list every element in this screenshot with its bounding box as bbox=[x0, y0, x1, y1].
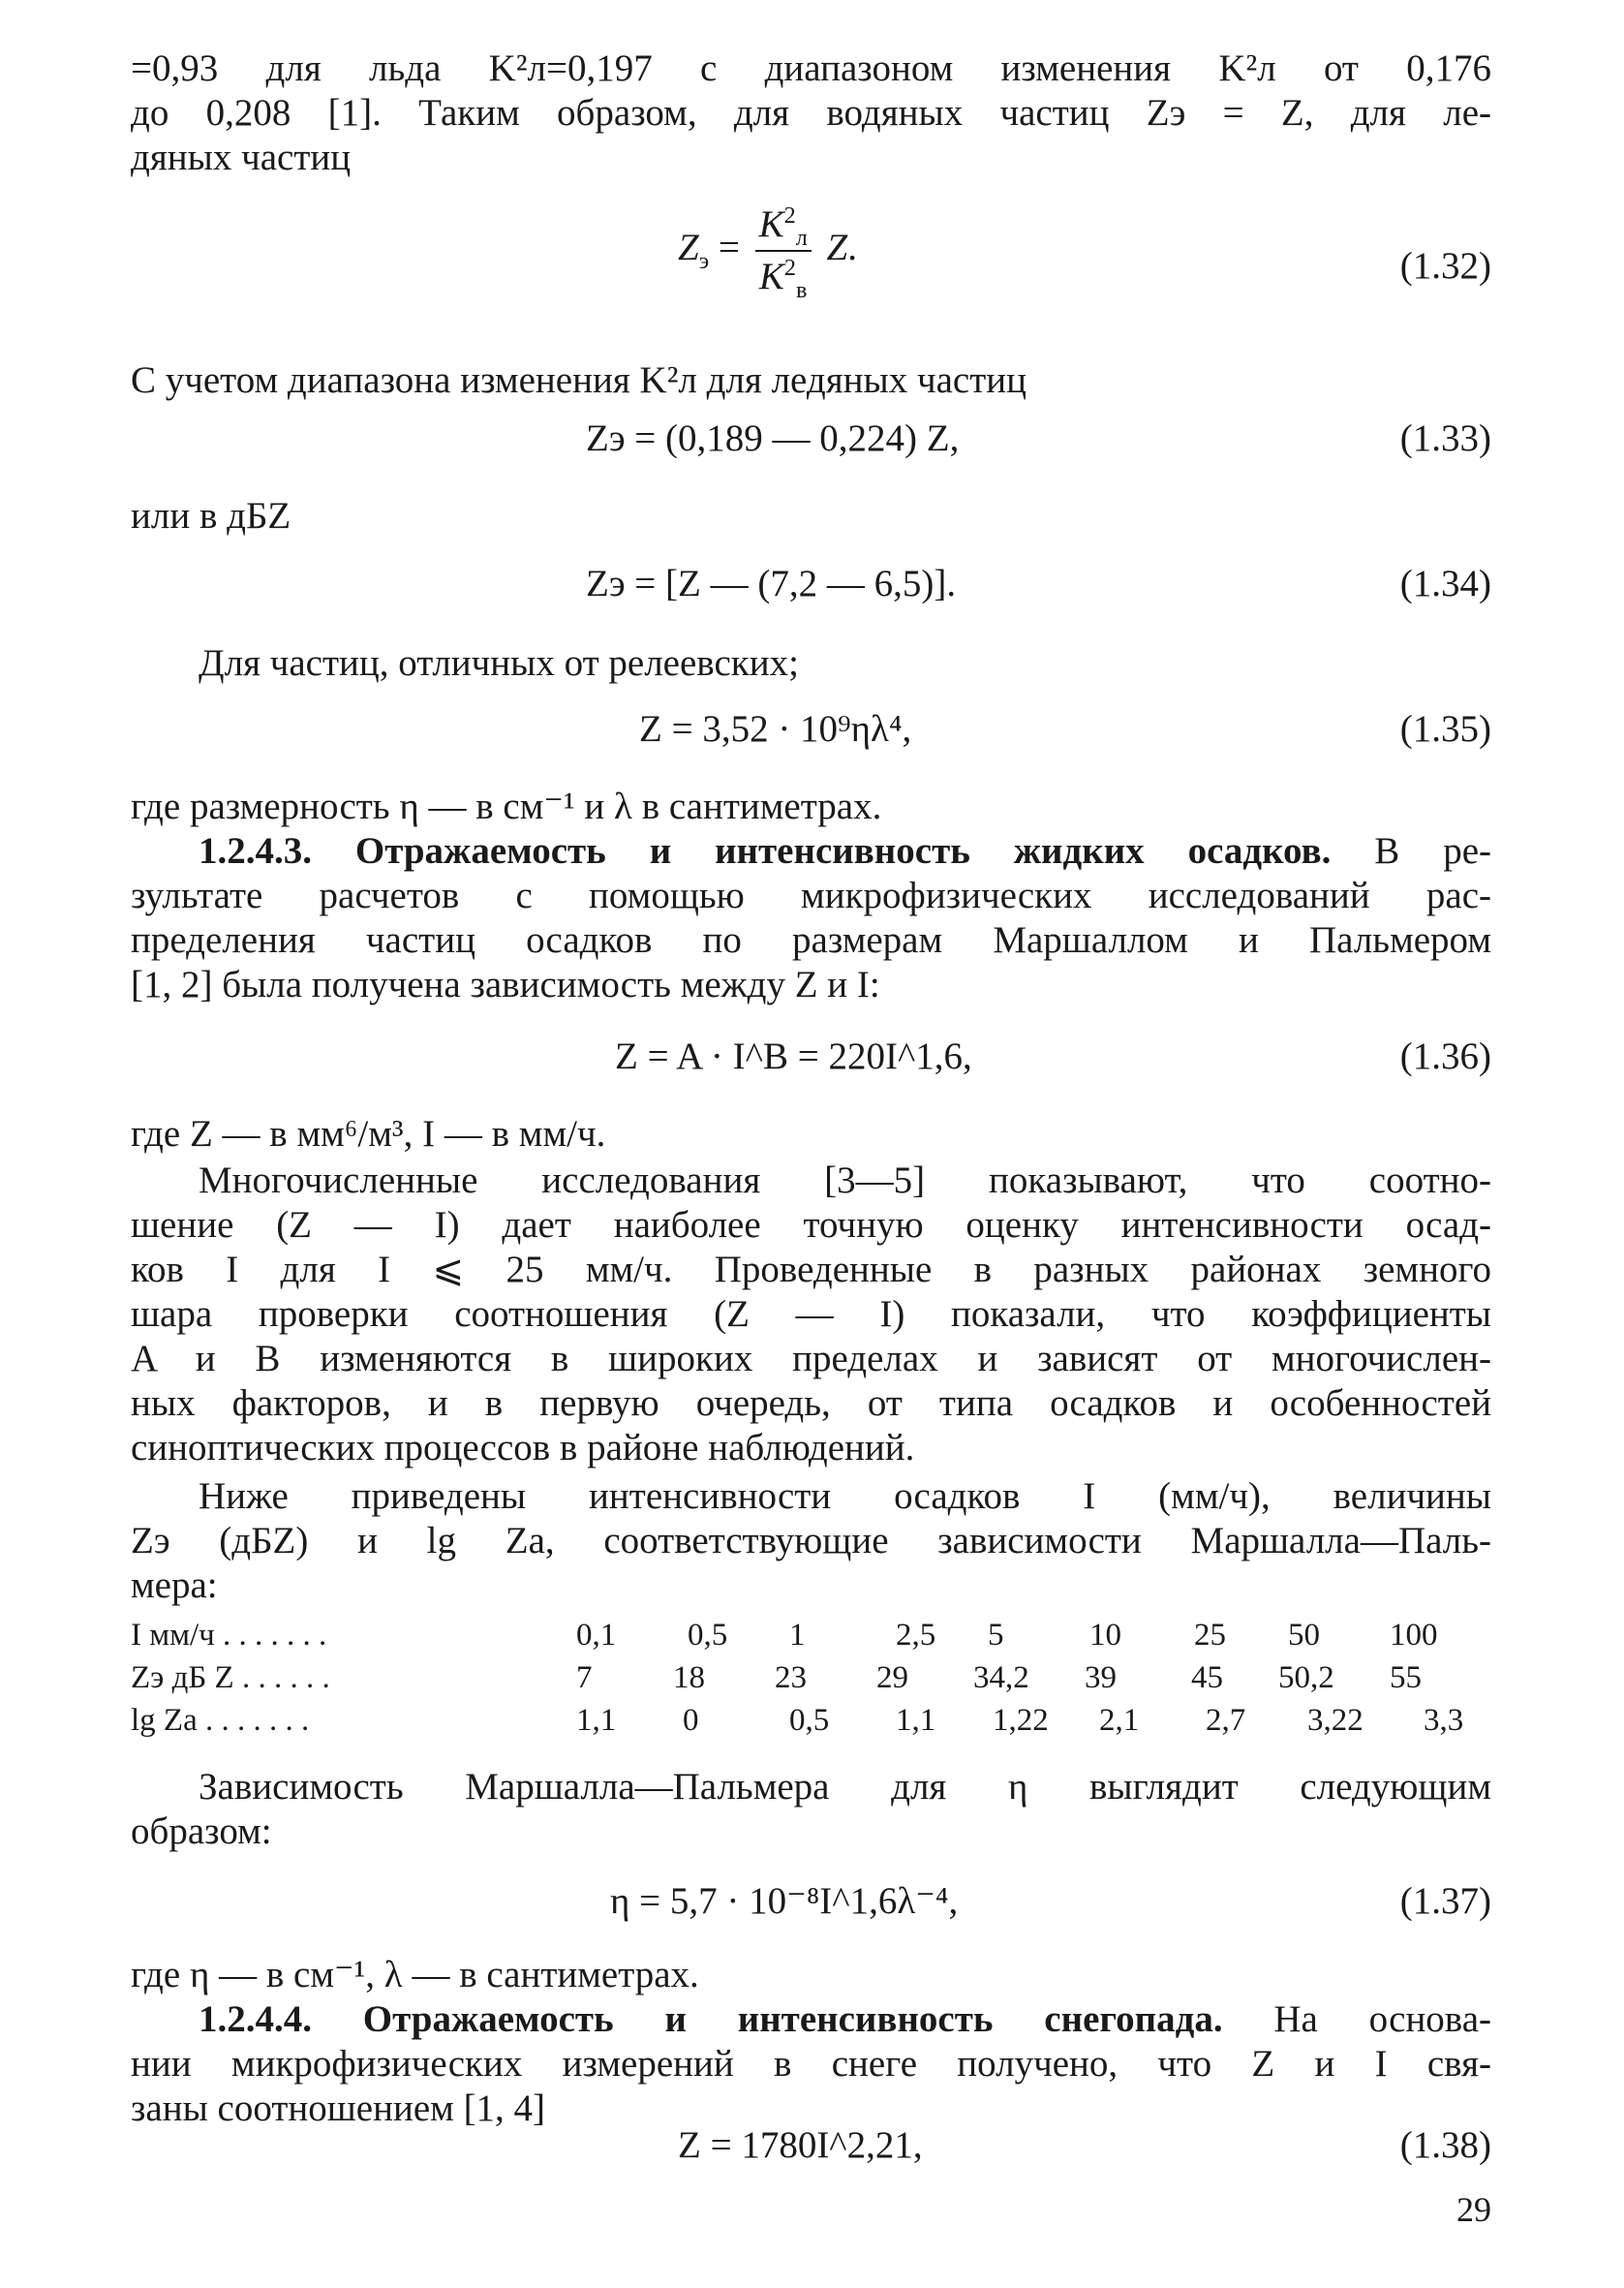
text-line: С учетом диапазона изменения K²л для ледяных частиц bbox=[131, 359, 1026, 401]
text-line: мера: bbox=[131, 1564, 218, 1606]
table-cell: 1 bbox=[789, 1618, 806, 1653]
equation-1-34 bbox=[131, 560, 1491, 618]
text-line: нии микрофизических измерений в снеге получено, что Z и I свя- bbox=[131, 2043, 1491, 2085]
table-cell: 1,22 bbox=[993, 1703, 1049, 1738]
data-table bbox=[131, 1618, 1491, 1746]
text-line: =0,93 для льда K²л=0,197 с диапазоном изменения K²л от 0,176 bbox=[131, 47, 1491, 89]
equation-1-36 bbox=[131, 1033, 1491, 1091]
equation-body: Z = 3,52 · 10⁹ηλ⁴, bbox=[639, 708, 912, 750]
equation-body: $Z_э$ = $\frac{K^2_л}{K^2_в}$ Z. bbox=[678, 202, 857, 303]
equation-number: (1.37) bbox=[1399, 1880, 1491, 1922]
equation-number: (1.33) bbox=[1399, 417, 1491, 459]
equation-body: Zэ = [Z — (7,2 — 6,5)]. bbox=[586, 563, 957, 604]
table-cell: 50,2 bbox=[1278, 1660, 1334, 1695]
table-cell: 0,5 bbox=[688, 1618, 728, 1653]
text-line: синоптических процессов в районе наблюдений. bbox=[131, 1427, 915, 1469]
table-row bbox=[131, 1660, 1491, 1703]
section-heading-line bbox=[199, 1997, 1491, 2042]
table-cell: 2,5 bbox=[896, 1618, 936, 1653]
text-line: Многочисленные исследования [3—5] показывают, что соотно- bbox=[199, 1159, 1491, 1201]
table-row bbox=[131, 1703, 1491, 1746]
equation-body: Z = 1780I^2,21, bbox=[678, 2124, 923, 2166]
table-cell: 55 bbox=[1390, 1660, 1422, 1695]
equation-number: (1.32) bbox=[1399, 245, 1491, 287]
table-cell: 3,22 bbox=[1307, 1703, 1364, 1738]
equation-1-38 bbox=[131, 2121, 1491, 2180]
table-cell: 0,1 bbox=[576, 1618, 617, 1653]
section-heading-line bbox=[199, 829, 1491, 874]
text-line: шара проверки соотношения (Z — I) показали, что коэффициенты bbox=[131, 1293, 1491, 1335]
equation-1-37 bbox=[131, 1877, 1491, 1935]
text-line: шение (Z — I) дает наиболее точную оценку интенсивности осад- bbox=[131, 1204, 1491, 1246]
text-line: образом: bbox=[131, 1810, 272, 1852]
table-cell: 29 bbox=[876, 1660, 908, 1695]
table-cell: 3,3 bbox=[1424, 1703, 1464, 1738]
equation-number: (1.35) bbox=[1399, 708, 1491, 750]
text-line: до 0,208 [1]. Таким образом, для водяных частиц Zэ = Z, для ле- bbox=[131, 92, 1491, 134]
table-cell: 50 bbox=[1288, 1618, 1320, 1653]
table-cell: 1,1 bbox=[576, 1703, 617, 1738]
text-line: зультате расчетов с помощью микрофизических исследований рас- bbox=[131, 875, 1491, 916]
section-heading: 1.2.4.3. Отражаемость и интенсивность жидких осадков. bbox=[199, 830, 1332, 872]
table-cell: 25 bbox=[1194, 1618, 1226, 1653]
text-line: Зависимость Маршалла—Пальмера для η выглядит следующим bbox=[199, 1766, 1491, 1808]
table-cell: 0,5 bbox=[789, 1703, 830, 1738]
table-cell: 45 bbox=[1191, 1660, 1223, 1695]
table-cell: 34,2 bbox=[973, 1660, 1029, 1695]
text-line: где размерность η — в см⁻¹ и λ в сантиметрах. bbox=[131, 786, 882, 827]
page-number: 29 bbox=[1456, 2190, 1491, 2229]
equation-body: Zэ = (0,189 — 0,224) Z, bbox=[586, 417, 960, 459]
equation-1-33 bbox=[131, 415, 1491, 473]
table-cell: 2,7 bbox=[1206, 1703, 1246, 1738]
row-label: lg Za . . . . . . . bbox=[131, 1703, 310, 1738]
equation-body: η = 5,7 · 10⁻⁸I^1,6λ⁻⁴, bbox=[610, 1880, 959, 1922]
text-line: пределения частиц осадков по размерам Маршаллом и Пальмером bbox=[131, 919, 1491, 961]
equation-body: Z = A · I^B = 220I^1,6, bbox=[615, 1036, 972, 1077]
text-line: Ниже приведены интенсивности осадков I (мм/ч), величины bbox=[199, 1475, 1491, 1517]
text-line: или в дБZ bbox=[131, 495, 291, 537]
table-cell: 0 bbox=[683, 1703, 699, 1738]
text-line: Zэ (дБZ) и lg Za, соответствующие зависимости Маршалла—Паль- bbox=[131, 1520, 1491, 1561]
table-cell: 39 bbox=[1085, 1660, 1117, 1695]
table-cell: 7 bbox=[576, 1660, 593, 1695]
equation-1-32 bbox=[131, 202, 1491, 303]
table-cell: 100 bbox=[1390, 1618, 1438, 1653]
equation-number: (1.36) bbox=[1399, 1036, 1491, 1077]
text-line: ных факторов, и в первую очередь, от типа осадков и особенностей bbox=[131, 1382, 1491, 1424]
text-line: дяных частиц bbox=[131, 137, 352, 178]
text-line: заны соотношением [1, 4] bbox=[131, 2087, 546, 2129]
text-fragment: В ре- bbox=[1374, 830, 1492, 872]
text-line: где η — в см⁻¹, λ — в сантиметрах. bbox=[131, 1954, 699, 1995]
text-line: [1, 2] была получена зависимость между Z и I: bbox=[131, 964, 880, 1005]
table-row bbox=[131, 1618, 1491, 1660]
row-label: I мм/ч . . . . . . . bbox=[131, 1618, 327, 1653]
equation-number: (1.34) bbox=[1399, 563, 1491, 604]
text-fragment: На основа- bbox=[1273, 1998, 1492, 2040]
text-line: ков I для I ⩽ 25 мм/ч. Проведенные в разных районах земного bbox=[131, 1249, 1491, 1290]
equation-number: (1.38) bbox=[1399, 2124, 1491, 2166]
text-line: Для частиц, отличных от релеевских; bbox=[199, 642, 799, 684]
table-cell: 10 bbox=[1089, 1618, 1121, 1653]
table-cell: 5 bbox=[988, 1618, 1004, 1653]
text-line: A и B изменяются в широких пределах и зависят от многочислен- bbox=[131, 1338, 1491, 1379]
text-line: где Z — в мм⁶/м³, I — в мм/ч. bbox=[131, 1113, 606, 1155]
section-heading: 1.2.4.4. Отражаемость и интенсивность снегопада. bbox=[199, 1998, 1223, 2040]
table-cell: 1,1 bbox=[896, 1703, 936, 1738]
table-cell: 18 bbox=[673, 1660, 705, 1695]
row-label: Zэ дБ Z . . . . . . bbox=[131, 1660, 330, 1695]
equation-1-35 bbox=[131, 705, 1491, 763]
table-cell: 2,1 bbox=[1099, 1703, 1140, 1738]
table-cell: 23 bbox=[775, 1660, 807, 1695]
